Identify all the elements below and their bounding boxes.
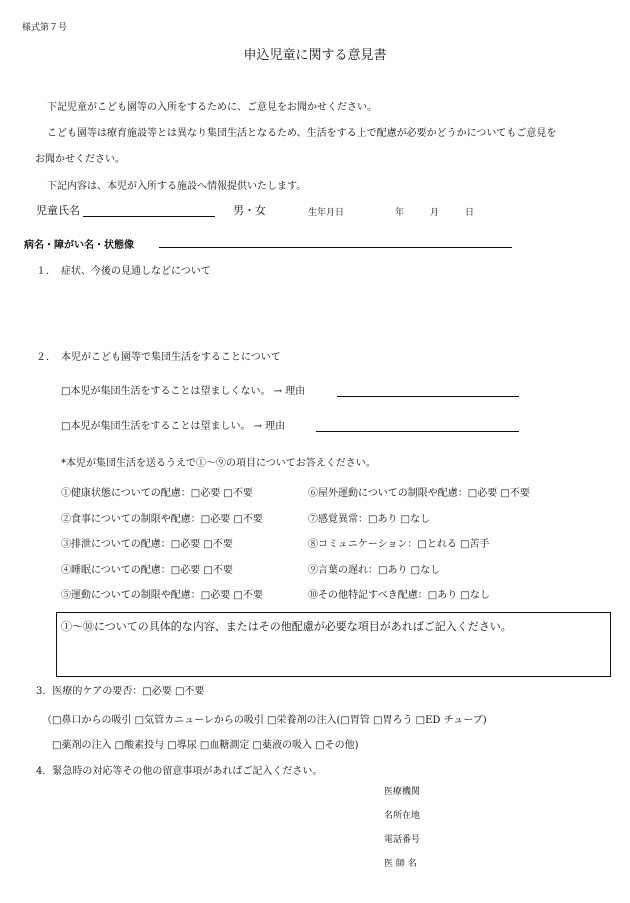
- institution-label: 医療機関: [384, 787, 421, 797]
- intro-line-3: お聞かせください。: [35, 154, 125, 165]
- reason-desirable-field[interactable]: [316, 417, 519, 432]
- consideration-item-3[interactable]: ③排泄についての配慮：□必要 □不要: [61, 539, 233, 550]
- birth-month-label: 月: [430, 208, 440, 218]
- consideration-item-9[interactable]: ⑨言葉の遅れ：□あり □なし: [308, 565, 441, 576]
- option-desirable[interactable]: □本児が集団生活をすることは望ましい。 → 理由: [61, 421, 286, 432]
- consideration-item-5[interactable]: ⑤運動についての制限や配慮：□必要 □不要: [61, 590, 263, 601]
- option-not-desirable[interactable]: □本児が集団生活をすることは望ましくない。 → 理由: [61, 386, 306, 397]
- form-number: 様式第７号: [22, 23, 68, 33]
- phone-label: 電話番号: [384, 835, 421, 845]
- medical-care-line-2[interactable]: □薬剤の注入 □酸素投与 □導尿 □血糖測定 □薬液の吸入 □その他): [52, 740, 359, 751]
- consideration-item-10[interactable]: ⑩その他特記すべき配慮：□あり □なし: [308, 590, 490, 601]
- reason-not-desirable-field[interactable]: [337, 382, 519, 397]
- doctor-name-label: 医 師 名: [384, 859, 417, 869]
- details-box[interactable]: [56, 612, 611, 677]
- consideration-item-6[interactable]: ⑥屋外運動についての制限や配慮：□必要 □不要: [308, 488, 530, 499]
- medical-care-line-1[interactable]: （□鼻口からの吸引 □気管カニューレからの吸引 □栄養剤の注入(□胃管 □胃ろう □ED チューブ): [42, 715, 487, 726]
- consideration-item-7[interactable]: ⑦感覚異常：□あり □なし: [308, 514, 431, 525]
- section1-heading: １． 症状、今後の見通しなどについて: [36, 266, 211, 277]
- section4-heading: 4．緊急時の対応等その他の留意事項があればご記入ください。: [36, 766, 323, 777]
- consideration-item-8[interactable]: ⑧コミュニケーション：□とれる □苦手: [308, 539, 490, 550]
- intro-line-4: 下記内容は、本児が入所する施設へ情報提供いたします。: [47, 181, 307, 192]
- section2-note: *本児が集団生活を送るうえで①～⑨の項目についてお答えください。: [61, 458, 376, 469]
- address-label: 名所在地: [384, 811, 421, 821]
- consideration-item-2[interactable]: ②食事についての制限や配慮：□必要 □不要: [61, 514, 263, 525]
- birth-day-label: 日: [465, 208, 475, 218]
- section2-heading: ２． 本児がこども園等で集団生活をすることについて: [36, 352, 281, 363]
- consideration-item-1[interactable]: ①健康状態についての配慮：□必要 □不要: [61, 488, 253, 499]
- intro-line-2: こども園等は療育施設等とは異なり集団生活となるため、生活をする上で配慮が必要かどうかについてもご意見を: [47, 128, 557, 139]
- gender-selector[interactable]: 男・女: [233, 204, 266, 217]
- intro-line-1: 下記児童がこども園等の入所をするために、ご意見をお聞かせください。: [47, 102, 377, 113]
- page-title: 申込児童に関する意見書: [243, 48, 387, 63]
- child-name-field[interactable]: [83, 201, 215, 217]
- child-name-label: 児童氏名: [36, 204, 80, 217]
- birthdate-label: 生年月日: [308, 208, 345, 218]
- section3-heading: 3．医療的ケアの要否：□必要 □不要: [36, 686, 205, 697]
- details-box-prompt: ①～⑩についての具体的な内容、またはその他配慮が必要な項目があればご記入ください。: [61, 620, 512, 633]
- birth-year-label: 年: [395, 208, 405, 218]
- diagnosis-label: 病名・障がい名・状態像: [24, 240, 134, 251]
- consideration-item-4[interactable]: ④睡眠についての配慮：□必要 □不要: [61, 565, 233, 576]
- diagnosis-field[interactable]: [159, 233, 512, 248]
- section1-input-area[interactable]: [60, 280, 600, 340]
